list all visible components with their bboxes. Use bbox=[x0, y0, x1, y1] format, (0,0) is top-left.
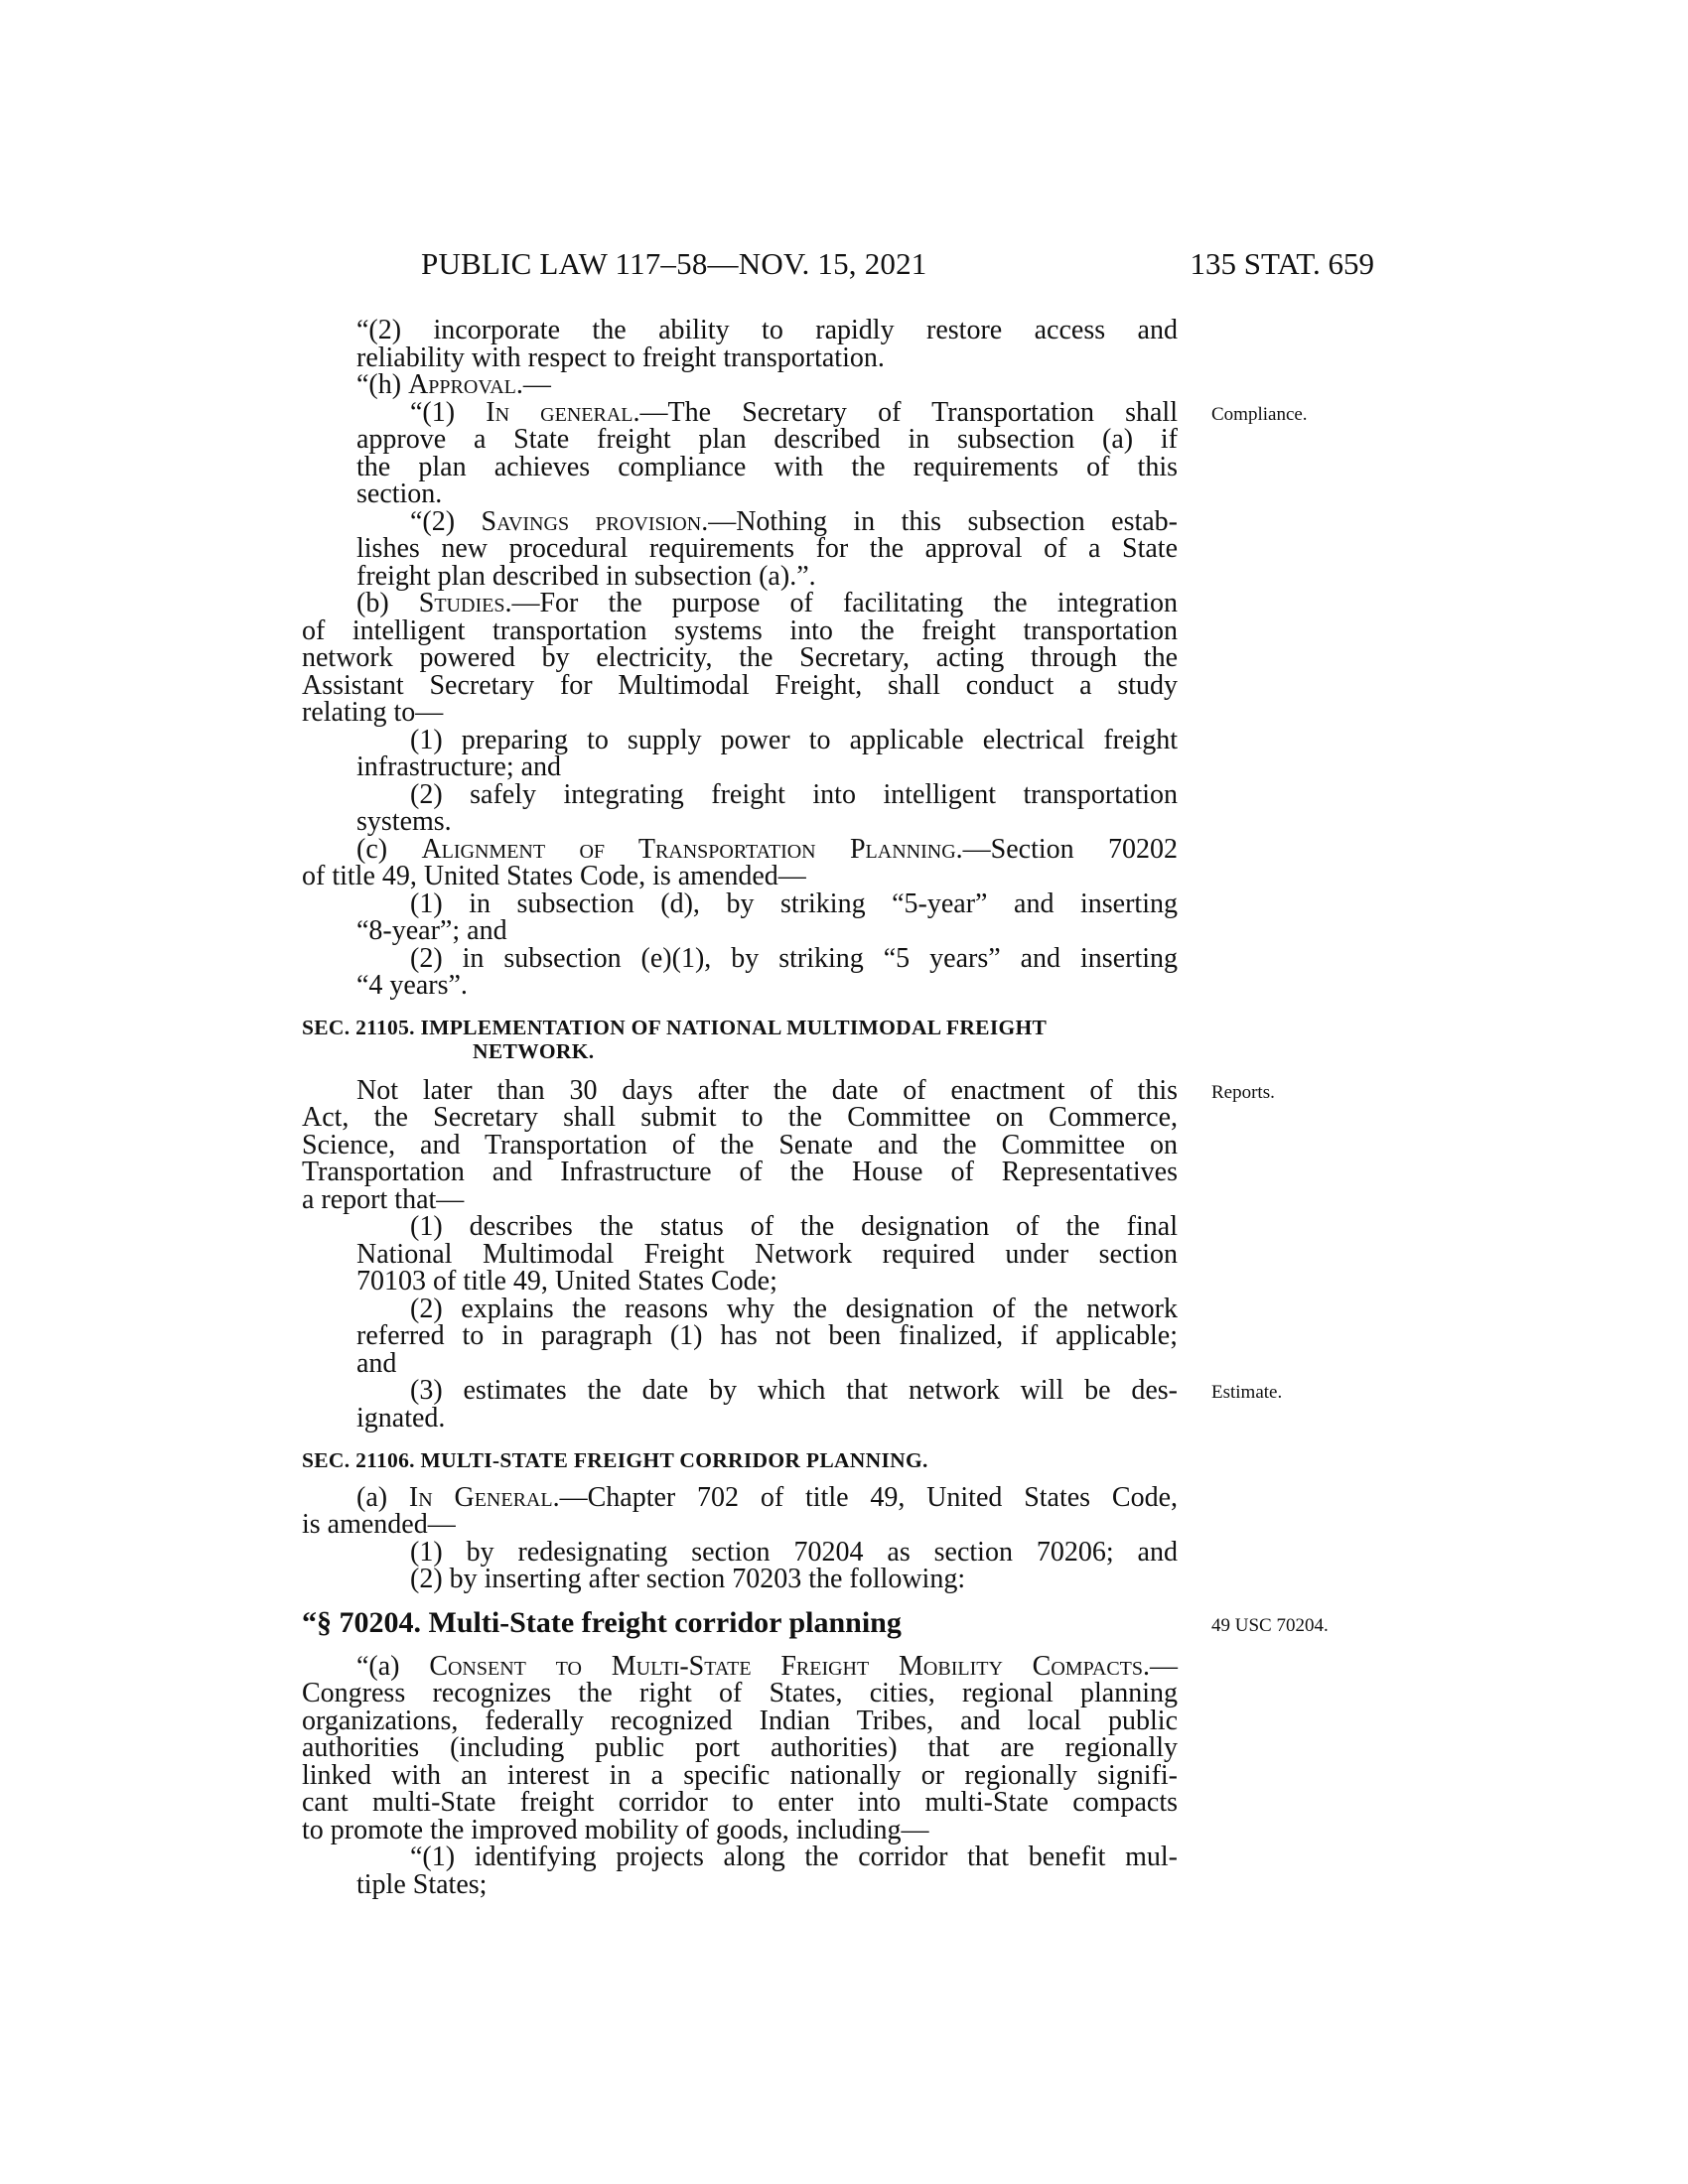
text-line: referred to in paragraph (1) has not been finalized, if applicable; bbox=[356, 1320, 1178, 1351]
text-line: systems. bbox=[356, 806, 452, 837]
text-line: and bbox=[356, 1348, 397, 1379]
text-line: freight plan described in subsection (a).”. bbox=[356, 561, 816, 592]
text-line: “(1) In general.—The Secretary of Transportation shall bbox=[410, 397, 1178, 428]
text-line: Science, and Transportation of the Senate and the Committee on bbox=[302, 1130, 1178, 1160]
section-heading-cont: NETWORK. bbox=[473, 1039, 595, 1063]
margin-note-usc: 49 USC 70204. bbox=[1211, 1615, 1329, 1636]
header-stat-page: 135 STAT. 659 bbox=[1190, 246, 1374, 281]
text-line: linked with an interest in a specific nationally or regionally signifi- bbox=[302, 1760, 1178, 1791]
text-line: to promote the improved mobility of goods, including— bbox=[302, 1815, 929, 1845]
text-line: Assistant Secretary for Multimodal Freight, shall conduct a study bbox=[302, 670, 1178, 701]
text-line: reliability with respect to freight transportation. bbox=[356, 342, 885, 373]
text-line: authorities (including public port authorities) that are regionally bbox=[302, 1732, 1178, 1763]
text-line: “(2) Savings provision.—Nothing in this subsection estab- bbox=[410, 506, 1179, 537]
text-line: Act, the Secretary shall submit to the Committee on Commerce, bbox=[302, 1102, 1178, 1133]
text-line: (1) describes the status of the designation of the final bbox=[410, 1211, 1178, 1242]
text-line: a report that— bbox=[302, 1184, 465, 1215]
text-line: National Multimodal Freight Network required under section bbox=[356, 1239, 1178, 1270]
text-line: Not later than 30 days after the date of enactment of this bbox=[356, 1075, 1178, 1106]
text-line: infrastructure; and bbox=[356, 751, 562, 782]
text-line: (1) by redesignating section 70204 as section 70206; and bbox=[410, 1537, 1178, 1568]
text-line: ignated. bbox=[356, 1403, 446, 1433]
text-line: is amended— bbox=[302, 1509, 456, 1540]
margin-note-reports: Reports. bbox=[1211, 1082, 1275, 1103]
text-line: “8-year”; and bbox=[356, 915, 507, 946]
text-line: (2) by inserting after section 70203 the following: bbox=[410, 1564, 966, 1594]
text-line: cant multi-State freight corridor to enter into multi-State compacts bbox=[302, 1787, 1178, 1818]
text-line: “(a) Consent to Multi-State Freight Mobility Compacts.— bbox=[356, 1651, 1178, 1682]
text-line: (3) estimates the date by which that network will be des- bbox=[410, 1375, 1178, 1406]
text-line: (b) Studies.—For the purpose of facilitating the integration bbox=[356, 588, 1178, 618]
text-line: (2) explains the reasons why the designation of the network bbox=[410, 1294, 1178, 1324]
text-line: “4 years”. bbox=[356, 970, 468, 1001]
section-heading: SEC. 21105. IMPLEMENTATION OF NATIONAL MULTIMODAL FREIGHT bbox=[302, 1016, 1048, 1039]
text-line: of title 49, United States Code, is amended— bbox=[302, 861, 806, 891]
header-public-law: PUBLIC LAW 117–58—NOV. 15, 2021 bbox=[421, 246, 927, 281]
text-line: (2) in subsection (e)(1), by striking “5 years” and inserting bbox=[410, 943, 1178, 974]
text-line: Congress recognizes the right of States, cities, regional planning bbox=[302, 1678, 1178, 1708]
text-line: of intelligent transportation systems into the freight transportation bbox=[302, 615, 1178, 646]
margin-note-estimate: Estimate. bbox=[1211, 1382, 1283, 1403]
text-line: (2) safely integrating freight into intelligent transportation bbox=[410, 779, 1178, 810]
page-header bbox=[421, 246, 1374, 290]
text-line: organizations, federally recognized Indian Tribes, and local public bbox=[302, 1706, 1178, 1736]
text-line: Transportation and Infrastructure of the House of Representatives bbox=[302, 1157, 1178, 1187]
text-line: approve a State freight plan described in subsection (a) if bbox=[356, 424, 1178, 455]
section-heading: SEC. 21106. MULTI-STATE FREIGHT CORRIDOR PLANNING. bbox=[302, 1448, 928, 1472]
text-line: 70103 of title 49, United States Code; bbox=[356, 1266, 777, 1297]
text-line: the plan achieves compliance with the requirements of this bbox=[356, 452, 1178, 482]
text-line: (1) in subsection (d), by striking “5-year” and inserting bbox=[410, 888, 1178, 919]
text-line: (1) preparing to supply power to applicable electrical freight bbox=[410, 725, 1178, 755]
text-line: (a) In General.—Chapter 702 of title 49, United States Code, bbox=[356, 1482, 1179, 1513]
text-line: (c) Alignment of Transportation Planning.—Section 70202 bbox=[356, 834, 1178, 865]
text-line: network powered by electricity, the Secretary, acting through the bbox=[302, 642, 1178, 673]
margin-note-compliance: Compliance. bbox=[1211, 404, 1308, 425]
text-line: section. bbox=[356, 478, 443, 509]
text-line: “(1) identifying projects along the corridor that benefit mul- bbox=[410, 1842, 1178, 1872]
text-line: relating to— bbox=[302, 697, 444, 728]
text-line: “(h) Approval.— bbox=[356, 369, 551, 400]
text-line: tiple States; bbox=[356, 1869, 488, 1900]
text-line: “(2) incorporate the ability to rapidly restore access and bbox=[356, 315, 1178, 345]
text-line: lishes new procedural requirements for the approval of a State bbox=[356, 533, 1178, 564]
code-section-heading: “§ 70204. Multi-State freight corridor planning bbox=[302, 1606, 902, 1639]
